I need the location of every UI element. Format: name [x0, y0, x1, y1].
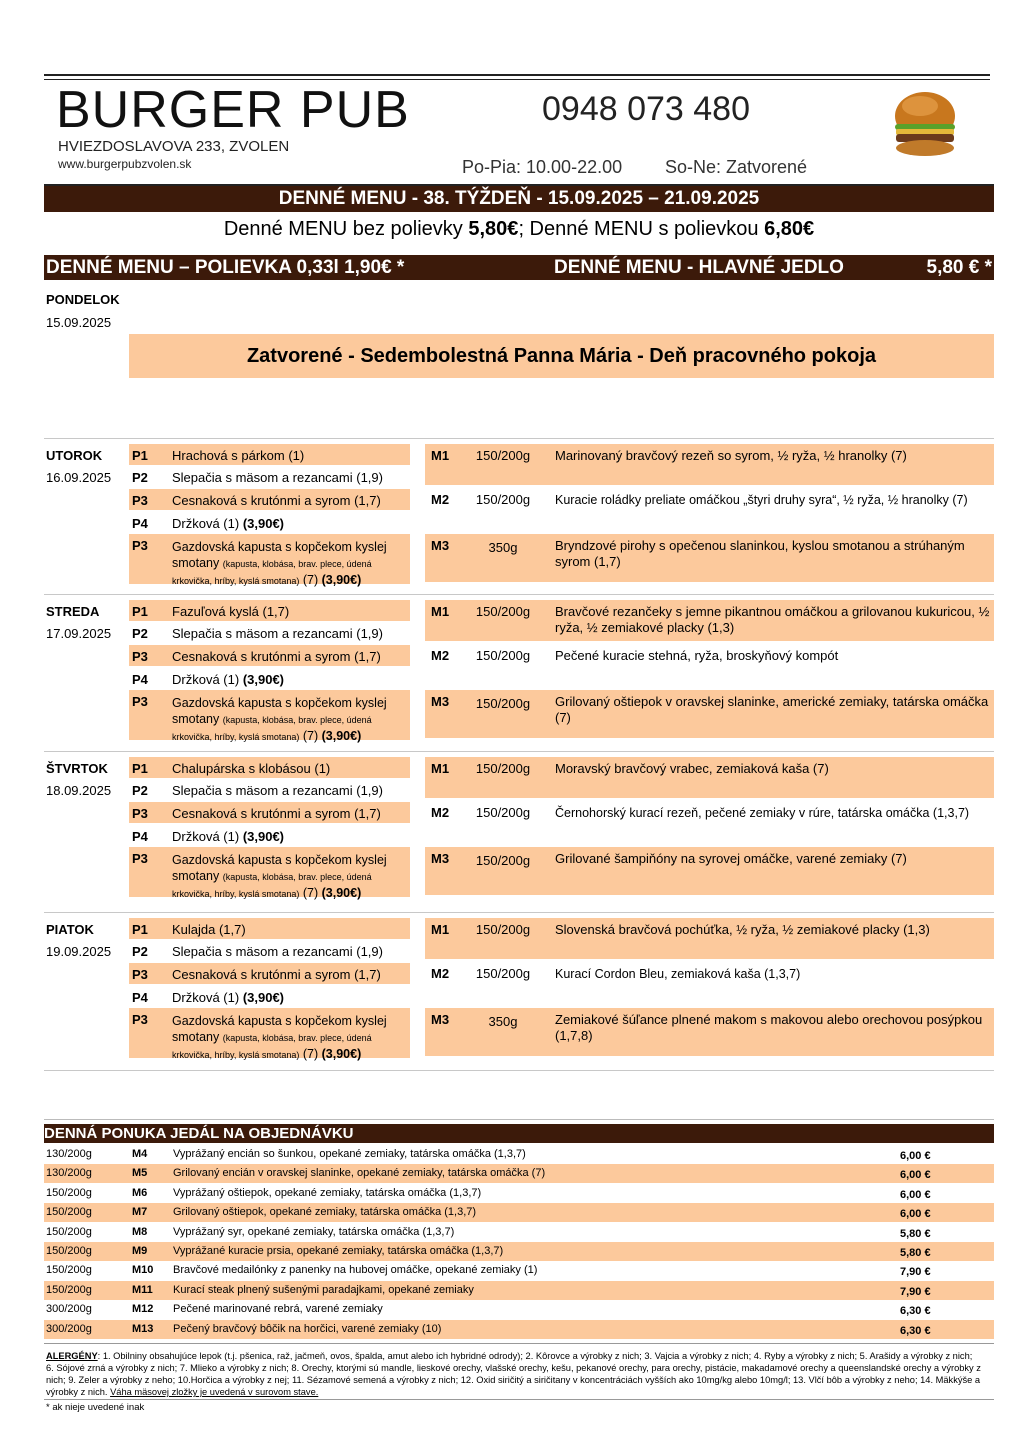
soup-code: P1	[132, 922, 148, 937]
day-name: UTOROK	[46, 448, 103, 463]
divider	[44, 1070, 994, 1071]
day-date: 15.09.2025	[46, 315, 112, 330]
main-description: Zemiakové šúľance plnené makom s makovou alebo orechovou posýpkou (1,7,8)	[555, 1012, 983, 1043]
soup-name-text: Fazuľová kyslá (1,7)	[172, 604, 290, 619]
order-code: M6	[132, 1186, 148, 1199]
soup-price: (3,90€)	[321, 1047, 362, 1061]
closed-note: Zatvorené - Sedembolestná Panna Mária - Deň pracovného pokoja	[129, 334, 994, 378]
phone-number: 0948 073 480	[542, 90, 750, 128]
order-price: 5,80 €	[900, 1247, 931, 1259]
address: HVIEZDOSLAVOVA 233, ZVOLEN	[58, 138, 290, 155]
order-code: M12	[132, 1303, 154, 1316]
order-description: Bravčové medailónky z panenky na hubovej omáčke, opekané zemiaky (1)	[173, 1264, 538, 1277]
order-price: 7,90 €	[900, 1285, 931, 1298]
order-description: Vyprážaný syr, opekané zemiaky, tatárska omáčka (1,3,7)	[173, 1225, 455, 1238]
soup-name	[172, 695, 406, 745]
main-weight: 150/200g	[475, 448, 531, 463]
main-weight: 150/200g	[475, 805, 531, 820]
soup-code: P4	[132, 990, 148, 1005]
soup-price: (3,90€)	[242, 516, 285, 531]
main-code: M1	[431, 761, 450, 776]
soup-price: (3,90€)	[242, 990, 285, 1005]
divider	[44, 912, 994, 913]
soup-name	[172, 672, 284, 688]
soup-name	[172, 761, 330, 777]
day-date: 19.09.2025	[46, 944, 112, 959]
soup-name-text: Držková (1)	[172, 829, 240, 844]
main-code: M2	[431, 492, 450, 507]
order-weight: 150/200g	[46, 1264, 92, 1277]
order-code: M4	[132, 1148, 148, 1160]
soup-price: (3,90€)	[321, 573, 362, 587]
soup-code: P2	[132, 944, 148, 959]
top-rule	[44, 74, 990, 76]
soup-code: P4	[132, 829, 148, 844]
order-code: M13	[132, 1322, 154, 1335]
main-code: M1	[431, 604, 450, 619]
soup-code: P1	[132, 604, 148, 619]
soup-name	[172, 448, 304, 464]
order-code: M9	[132, 1245, 148, 1257]
day-name: ŠTVRTOK	[46, 761, 108, 776]
day-date: 18.09.2025	[46, 783, 112, 798]
soup-code: P3	[132, 694, 148, 709]
allergens-label: ALERGÉNY	[46, 1351, 98, 1361]
soup-ingredients: (kapusta, klobása, brav. plece, údená krkovička, hríby, kyslá smotana)	[172, 872, 372, 899]
order-row	[44, 1320, 994, 1339]
soup-name-main: Gazdovská kapusta s kopčekom kyslej smotany	[172, 853, 387, 883]
order-row	[44, 1203, 994, 1222]
soup-price: (3,90€)	[321, 729, 362, 743]
main-weight: 150/200g	[475, 922, 531, 937]
main-weight: 150/200g	[475, 492, 531, 507]
main-weight: 150/200g	[475, 853, 531, 868]
main-description: Bravčové rezančeky s jemne pikantnou omáčkou a grilovanou kukuricou, ½ ryža, ½ zemiakové placky (1,3)	[555, 604, 990, 635]
soup-name	[172, 626, 383, 642]
soup-name-text: Chalupárska s klobásou (1)	[172, 761, 331, 776]
main-weight: 350g	[488, 540, 518, 555]
top-rule-thin	[44, 79, 990, 80]
order-weight: 150/200g	[46, 1245, 92, 1257]
order-code: M10	[132, 1264, 154, 1277]
soup-name-main: Gazdovská kapusta s kopčekom kyslej smotany	[172, 696, 387, 726]
main-code: M1	[431, 922, 450, 937]
soup-name	[172, 944, 383, 960]
soup-name	[172, 649, 381, 665]
soup-code: P4	[132, 672, 148, 687]
soup-code: P3	[132, 967, 148, 982]
week-title-bar: DENNÉ MENU - 38. TÝŽDEŇ - 15.09.2025 – 21.09.2025	[44, 184, 994, 212]
order-weight: 130/200g	[46, 1148, 92, 1160]
order-price: 6,30 €	[900, 1324, 931, 1337]
soup-name	[172, 829, 284, 845]
main-description: Grilovaný oštiepok v oravskej slaninke, americké zemiaky, tatárska omáčka (7)	[555, 694, 989, 725]
soup-name-text: Cesnaková s krutónmi a syrom (1,7)	[172, 493, 381, 508]
price-label-no-soup: Denné MENU bez polievky	[223, 218, 469, 240]
soup-name	[172, 604, 289, 620]
order-price: 7,90 €	[900, 1266, 931, 1279]
main-description: Kuracie roládky preliate omáčkou „štyri druhy syra“, ½ ryža, ½ hranolky (7)	[555, 493, 968, 507]
soup-name-text: Kulajda (1,7)	[172, 922, 246, 937]
burger-icon	[890, 86, 960, 160]
price-with-soup: 6,80€	[764, 218, 815, 240]
main-weight: 150/200g	[475, 604, 531, 619]
hours-weekday: Po-Pia: 10.00-22.00	[462, 157, 623, 177]
main-code: M3	[431, 694, 450, 709]
soup-name	[172, 1013, 406, 1063]
day-name: PONDELOK	[46, 292, 120, 307]
order-row	[44, 1164, 994, 1183]
main-code: M2	[431, 648, 450, 663]
soup-name-text: Slepačia s mäsom a rezancami (1,9)	[172, 783, 383, 798]
soup-code: P4	[132, 516, 148, 531]
soup-code: P3	[132, 493, 148, 508]
main-description: Slovenská bravčová pochúťka, ½ ryža, ½ zemiakové placky (1,3)	[555, 922, 930, 937]
soup-name-text: Cesnaková s krutónmi a syrom (1,7)	[172, 967, 381, 982]
main-weight: 150/200g	[475, 966, 531, 981]
order-row	[44, 1184, 994, 1203]
order-price: 6,00 €	[900, 1188, 931, 1201]
soup-name-text: Držková (1)	[172, 672, 240, 687]
main-weight: 150/200g	[475, 761, 531, 776]
order-row	[44, 1145, 994, 1164]
soup-price: (3,90€)	[242, 829, 285, 844]
soup-price: (3,90€)	[242, 672, 285, 687]
day-name: STREDA	[46, 604, 100, 619]
soup-name-text: Hrachová s párkom (1)	[172, 448, 305, 463]
main-weight: 150/200g	[475, 648, 531, 663]
divider	[44, 1343, 994, 1344]
soup-name-main: Gazdovská kapusta s kopčekom kyslej smotany	[172, 1014, 387, 1044]
soup-ingredients: (kapusta, klobása, brav. plece, údená krkovička, hríby, kyslá smotana)	[172, 559, 372, 586]
soup-code: P3	[132, 538, 148, 553]
order-price: 6,00 €	[900, 1169, 931, 1182]
main-description: Moravský bravčový vrabec, zemiaková kaša (7)	[555, 761, 829, 776]
order-weight: 150/200g	[46, 1225, 92, 1238]
order-description: Pečené marinované rebrá, varené zemiaky	[173, 1303, 383, 1316]
order-row	[44, 1261, 994, 1280]
order-weight: 130/200g	[46, 1167, 92, 1180]
main-code: M3	[431, 1012, 450, 1027]
allergens-text	[46, 1350, 981, 1398]
divider	[44, 751, 994, 752]
order-code: M11	[132, 1283, 153, 1296]
soup-allergens: (7)	[302, 886, 319, 900]
order-row	[44, 1223, 994, 1242]
order-price: 5,80 €	[900, 1227, 931, 1240]
order-weight: 150/200g	[46, 1283, 92, 1296]
order-row	[44, 1242, 994, 1261]
main-description: Černohorský kurací rezeň, pečené zemiaky v rúre, tatárska omáčka (1,3,7)	[555, 806, 970, 820]
main-code: M1	[431, 448, 450, 463]
soup-name	[172, 493, 381, 509]
footnote: * ak nieje uvedené inak	[46, 1402, 145, 1413]
soup-name-text: Držková (1)	[172, 516, 240, 531]
soup-allergens: (7)	[302, 729, 319, 743]
order-price: 6,00 €	[900, 1208, 931, 1221]
soup-name	[172, 922, 246, 938]
order-weight: 150/200g	[46, 1206, 92, 1219]
soup-name-text: Cesnaková s krutónmi a syrom (1,7)	[172, 649, 381, 664]
divider	[44, 1399, 994, 1400]
soup-ingredients: (kapusta, klobása, brav. plece, údená krkovička, hríby, kyslá smotana)	[172, 715, 372, 742]
price-no-soup: 5,80€	[468, 218, 519, 240]
soup-allergens: (7)	[302, 1047, 319, 1061]
soup-price: (3,90€)	[321, 886, 362, 900]
order-price: 6,30 €	[900, 1305, 931, 1318]
hours-weekend: So-Ne: Zatvorené	[665, 157, 808, 177]
soup-name	[172, 516, 284, 532]
soup-name	[172, 470, 383, 486]
main-code: M2	[431, 966, 450, 981]
soup-name-text: Cesnaková s krutónmi a syrom (1,7)	[172, 806, 381, 821]
main-description: Grilované šampiňóny na syrovej omáčke, varené zemiaky (7)	[555, 851, 907, 866]
soup-name	[172, 806, 381, 822]
soup-code: P3	[132, 806, 148, 821]
order-code: M7	[132, 1206, 148, 1219]
soup-name	[172, 967, 381, 983]
main-description: Kurací Cordon Bleu, zemiaková kaša (1,3,7)	[555, 967, 801, 981]
order-description: Vyprážaný encián so šunkou, opekané zemiaky, tatárska omáčka (1,3,7)	[173, 1148, 526, 1160]
order-description: Vyprážaný oštiepok, opekané zemiaky, tatárska omáčka (1,3,7)	[173, 1186, 482, 1199]
soup-code: P1	[132, 448, 148, 463]
order-description: Grilovaný oštiepok, opekané zemiaky, tatárska omáčka (1,3,7)	[173, 1206, 477, 1219]
order-code: M8	[132, 1225, 148, 1238]
soup-name	[172, 852, 406, 902]
soup-ingredients: (kapusta, klobása, brav. plece, údená krkovička, hríby, kyslá smotana)	[172, 1033, 372, 1060]
soup-code: P2	[132, 783, 148, 798]
divider	[44, 1119, 994, 1120]
order-weight: 300/200g	[46, 1303, 92, 1316]
soup-name	[172, 990, 284, 1006]
main-code: M3	[431, 538, 450, 553]
section-header-bar	[44, 255, 994, 280]
main-section-title: DENNÉ MENU - HLAVNÉ JEDLO	[554, 257, 844, 278]
main-weight: 150/200g	[475, 696, 531, 711]
main-code: M2	[431, 805, 450, 820]
soup-code: P3	[132, 1012, 148, 1027]
soup-code: P2	[132, 470, 148, 485]
soup-name-main: Gazdovská kapusta s kopčekom kyslej smotany	[172, 540, 387, 570]
soup-code: P2	[132, 626, 148, 641]
main-description: Marinovaný bravčový rezeň so syrom, ½ ryža, ½ hranolky (7)	[555, 448, 907, 463]
main-weight: 350g	[488, 1014, 518, 1029]
main-description: Pečené kuracie stehná, ryža, broskyňový kompót	[555, 648, 839, 663]
soup-name-text: Slepačia s mäsom a rezancami (1,9)	[172, 626, 383, 641]
day-name: PIATOK	[46, 922, 94, 937]
soup-code: P3	[132, 851, 148, 866]
day-date: 16.09.2025	[46, 470, 112, 485]
order-code: M5	[132, 1167, 148, 1180]
order-weight: 300/200g	[46, 1322, 92, 1335]
main-section-price: 5,80 € *	[926, 257, 992, 278]
allergens-note: Váha mäsovej zložky je uvedená v surovom stave.	[110, 1387, 319, 1397]
price-line	[44, 218, 994, 241]
soup-name-text: Slepačia s mäsom a rezancami (1,9)	[172, 470, 383, 485]
brand-logo: BURGER PUB	[56, 81, 410, 139]
soup-name-text: Držková (1)	[172, 990, 240, 1005]
soup-name	[172, 539, 406, 589]
order-description: Pečený bravčový bôčik na horčici, varené zemiaky (10)	[173, 1322, 442, 1335]
soup-code: P1	[132, 761, 148, 776]
website-link[interactable]: www.burgerpubzvolen.sk	[58, 157, 192, 171]
soup-name-text: Slepačia s mäsom a rezancami (1,9)	[172, 944, 383, 959]
order-description: Kurací steak plnený sušenými paradajkami, opekané zemiaky	[173, 1283, 474, 1296]
soup-section-title: DENNÉ MENU – POLIEVKA 0,33l 1,90€ *	[46, 257, 405, 278]
price-label-with-soup: ; Denné MENU s polievkou	[518, 218, 765, 240]
order-menu-title: DENNÁ PONUKA JEDÁL NA OBJEDNÁVKU	[44, 1124, 994, 1143]
order-description: Vyprážané kuracie prsia, opekané zemiaky, tatárska omáčka (1,3,7)	[173, 1245, 504, 1257]
soup-allergens: (7)	[302, 573, 319, 587]
order-row	[44, 1281, 994, 1300]
divider	[44, 438, 994, 439]
main-description: Bryndzové pirohy s opečenou slaninkou, kyslou smotanou a strúhaným syrom (1,7)	[555, 538, 965, 569]
day-date: 17.09.2025	[46, 626, 112, 641]
allergens-list: : 1. Obilniny obsahujúce lepok (t.j. pšenica, raž, jačmeň, ovos, špalda, amut alebo ich hybridné odrody); 2. Kôrovce a výrobky z nich; 3. Vajcia a výrobky z nich; 4. Ryby a výrobky z nich; 5. Arašidy a výrobky z nich; 6. Sójové zrná a výrobky z nich; 7. Mlieko a výrobky z nich; 8. Orechy, ktorými sú mandle, lieskové orechy, vlašské orechy, kešu, pekanové orechy, para orechy, pistácie, makadamové orechy a queenslandské orechy a výrobky z nich; 9. Zeler a výrobky z neho; 10.Horčica a výrobky z nej; 11. Sézamové semená a výrobky z nich; 12. Oxid siričitý a siričitany v koncentráciách vyšších ako 10mg/kg alebo 10mg/l; 13. Vlčí bôb a výrobky z neho; 14. Mäkkýše a výrobky z nich.	[46, 1351, 981, 1397]
divider	[44, 594, 994, 595]
main-code: M3	[431, 851, 450, 866]
order-description: Grilovaný encián v oravskej slaninke, opekané zemiaky, tatárska omáčka (7)	[173, 1167, 546, 1180]
soup-code: P3	[132, 649, 148, 664]
order-weight: 150/200g	[46, 1186, 92, 1199]
order-row	[44, 1300, 994, 1319]
order-price: 6,00 €	[900, 1150, 931, 1162]
soup-name	[172, 783, 383, 799]
